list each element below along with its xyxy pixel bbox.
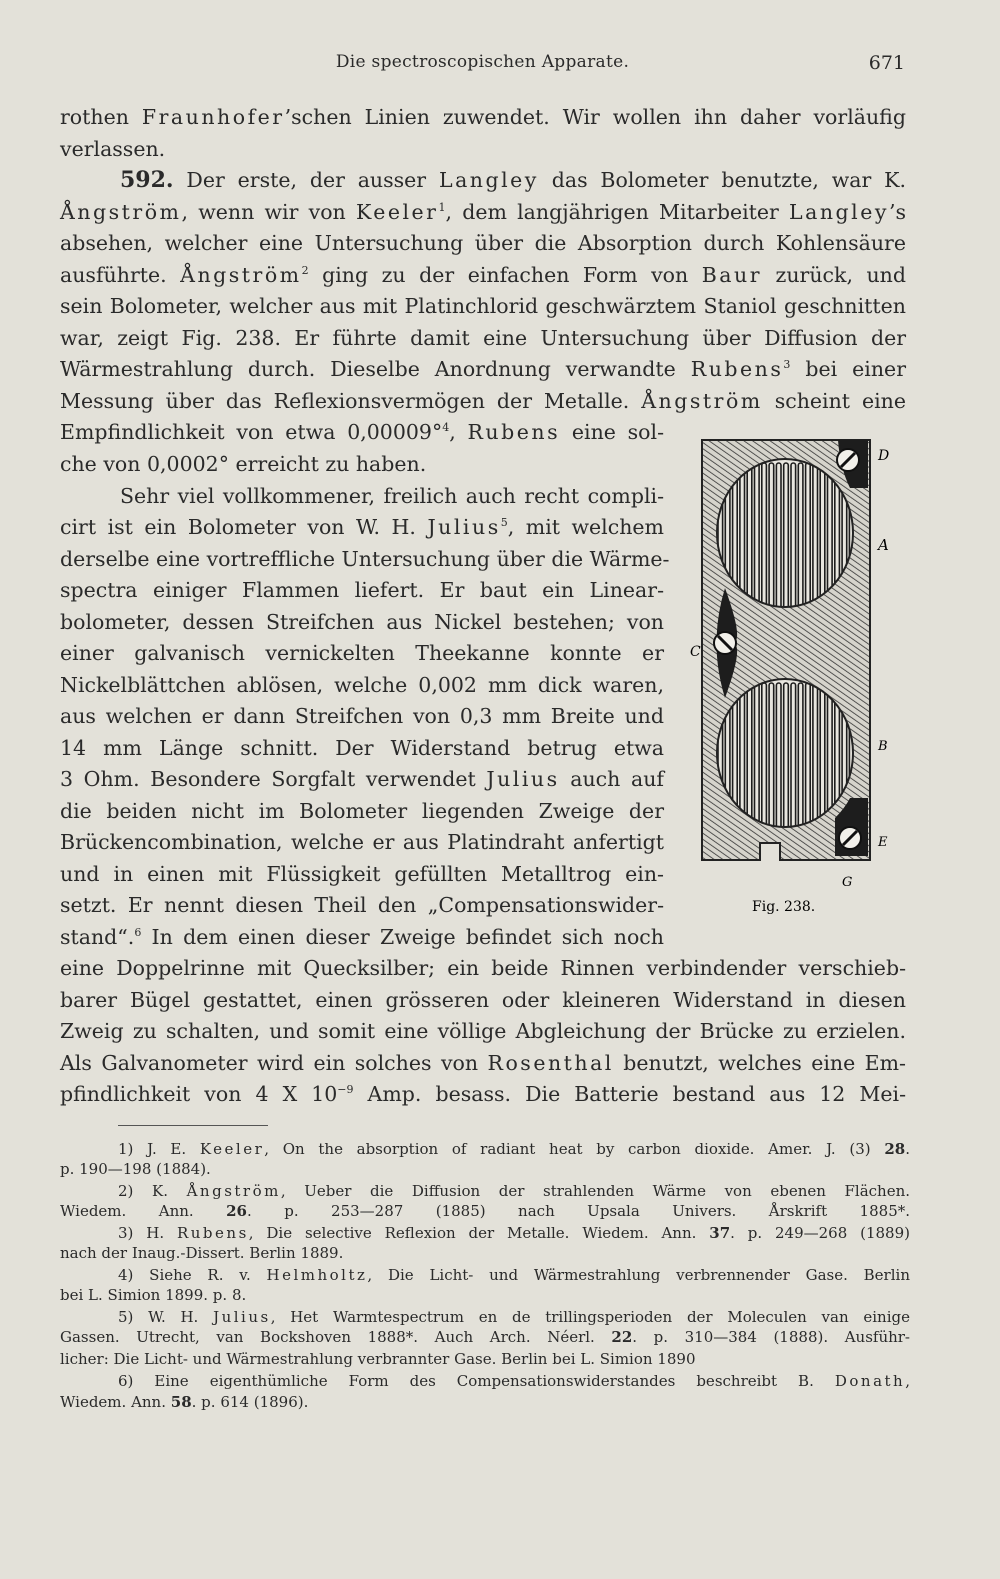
text-line <box>60 956 906 980</box>
text-run: Nickelblättchen ablösen, welche 0,002 mm dick waren, <box>60 673 664 697</box>
label-g: G <box>842 875 853 890</box>
footnote-line <box>60 1244 343 1262</box>
text-run: , <box>905 1372 910 1390</box>
text-line <box>120 484 664 508</box>
footnote-line <box>60 1393 308 1411</box>
spaced-name: Langley <box>438 168 539 192</box>
spaced-name: Baur <box>701 263 763 287</box>
text-run: setzt. Er nennt diesen Theil den „Compensationswider- <box>60 893 664 917</box>
text-line <box>60 988 906 1012</box>
text-run: 14 mm Länge schnitt. Der Widerstand betrug etwa <box>60 736 664 760</box>
text-run: licher: Die Licht- und Wärmestrahlung verbrannter Gase. Berlin bei L. Simion 1890 <box>60 1350 696 1368</box>
label-a: A <box>878 536 889 554</box>
text-run: Zweig zu schalten, und somit eine völlige Abgleichung der Brücke zu erzielen. <box>60 1019 906 1043</box>
text-line <box>60 1082 906 1106</box>
spaced-name: Fraunhofer <box>141 105 285 129</box>
text-run: Gassen. Utrecht, van Bockshoven 1888*. Auch Arch. Néerl. <box>60 1328 612 1346</box>
text-run: rothen <box>60 105 142 129</box>
text-run: aus welchen er dann Streifchen von 0,3 mm Breite und <box>60 704 664 728</box>
running-title: Die spectroscopischen Apparate. <box>335 52 630 72</box>
spaced-name: Rosenthal <box>487 1051 614 1075</box>
spaced-name: Rubens <box>690 357 784 381</box>
spaced-name: Helmholtz <box>266 1266 368 1284</box>
text-run: spectra einiger Flammen liefert. Er baut ein Linear- <box>60 578 664 602</box>
volume-number: 58 <box>170 1393 192 1411</box>
text-run: Brückencombination, welche er aus Platindraht anfertigt <box>60 830 664 854</box>
text-run: 3 Ohm. Besondere Sorgfalt verwendet <box>60 767 487 791</box>
text-run: . <box>905 1140 910 1158</box>
text-run: 5) W. H. <box>118 1308 214 1326</box>
text-line <box>60 263 906 287</box>
text-run: . p. 253—287 (1885) nach Upsala Univers. Årskrift 1885*. <box>247 1202 911 1220</box>
text-run: 1) J. E. <box>118 1140 200 1158</box>
spaced-name: Julius <box>427 515 501 539</box>
text-run: Empfindlichkeit von etwa 0,00009° <box>60 420 443 444</box>
footnote-line <box>60 1202 910 1220</box>
text-run: , wenn wir von <box>181 200 356 224</box>
text-line <box>60 799 664 823</box>
screw-e <box>839 827 861 849</box>
text-run: 6) Eine eigenthümliche Form des Compensationswiderstandes beschreibt B. <box>118 1372 835 1390</box>
text-run: eine sol- <box>560 420 664 444</box>
footnote-rule <box>118 1125 268 1126</box>
footnote-ref: 1 <box>438 201 446 214</box>
text-run: verlassen. <box>60 137 166 161</box>
text-line <box>60 1019 906 1043</box>
text-run: bei L. Simion 1899. p. 8. <box>60 1286 247 1304</box>
footnote-line <box>60 1328 910 1346</box>
text-line <box>60 231 906 255</box>
text-run: , Die Licht- und Wärmestrahlung verbrennender Gase. Berlin <box>367 1266 910 1284</box>
footnote-line <box>118 1182 910 1200</box>
text-line <box>60 925 664 949</box>
footnote-ref: 5 <box>500 516 508 529</box>
text-run: derselbe eine vortreffliche Untersuchung über die Wärme- <box>60 547 670 571</box>
text-run: bolometer, dessen Streifchen aus Nickel bestehen; von <box>60 610 664 634</box>
text-line <box>60 105 906 129</box>
text-run: ’schen Linien zuwendet. Wir wollen ihn daher vorläufig <box>284 105 906 129</box>
text-run: . p. 614 (1896). <box>191 1393 309 1411</box>
text-run: . p. 310—384 (1888). Ausführ- <box>632 1328 910 1346</box>
text-run: cirt ist ein Bolometer von W. H. <box>60 515 428 539</box>
text-line <box>60 1051 906 1075</box>
text-run: bei einer <box>790 357 906 381</box>
text-run: ausführte. <box>60 263 181 287</box>
label-d: D <box>878 448 890 464</box>
spaced-name: Ångström <box>180 263 302 287</box>
spaced-name: Donath <box>834 1372 906 1390</box>
spaced-name: Langley <box>789 200 889 224</box>
text-run: , dem langjährigen Mitarbeiter <box>445 200 790 224</box>
text-line <box>60 137 165 161</box>
text-run: benutzt, welches eine Em- <box>613 1051 906 1075</box>
label-c: C <box>690 644 701 660</box>
spaced-name: Rubens <box>176 1224 249 1242</box>
text-line <box>60 673 664 697</box>
label-b: B <box>878 739 888 754</box>
screw-c <box>714 632 736 654</box>
text-run: . p. 249—268 (1889) <box>730 1224 910 1242</box>
text-run: 4) Siehe R. v. <box>118 1266 267 1284</box>
text-run: absehen, welcher eine Untersuchung über die Absorption durch Kohlensäure <box>60 231 906 255</box>
text-line <box>60 389 906 413</box>
text-line <box>60 610 664 634</box>
volume-number: 28 <box>884 1140 906 1158</box>
text-line <box>120 168 906 192</box>
text-run: Wiedem. Ann. <box>60 1202 227 1220</box>
text-run: In dem einen dieser Zweige befindet sich noch <box>141 925 664 949</box>
volume-number: 22 <box>611 1328 633 1346</box>
text-line <box>60 893 664 917</box>
text-run: einer galvanisch vernickelten Theekanne konnte er <box>60 641 664 665</box>
volume-number: 37 <box>709 1224 731 1242</box>
section-number: 592. <box>120 167 174 193</box>
text-line <box>60 641 664 665</box>
text-run: ’s <box>888 200 906 224</box>
footnote-ref: 3 <box>783 358 791 371</box>
text-line <box>60 767 664 791</box>
text-run: zurück, und <box>762 263 906 287</box>
footnote-line <box>60 1160 211 1178</box>
text-run: Messung über das Reflexionsvermögen der Metalle. <box>60 389 642 413</box>
spaced-name: Keeler <box>355 200 439 224</box>
text-run: , Die selective Reflexion der Metalle. Wiedem. Ann. <box>248 1224 710 1242</box>
text-line <box>60 547 670 571</box>
text-run: Sehr viel vollkommener, freilich auch recht compli- <box>120 484 664 508</box>
label-e: E <box>878 835 888 850</box>
text-run: Der erste, der ausser <box>173 168 439 192</box>
page-number: 671 <box>868 52 905 74</box>
text-run: 2) K. <box>118 1182 187 1200</box>
figure-238-bolometer <box>690 428 900 918</box>
footnote-line <box>60 1286 246 1304</box>
spaced-name: Julius <box>213 1308 271 1326</box>
text-run: , Het Warmtespectrum en de trillingsperioden der Moleculen van einige <box>270 1308 910 1326</box>
text-run: , mit welchem <box>507 515 664 539</box>
text-run: barer Bügel gestattet, einen grösseren oder kleineren Widerstand in diesen <box>60 988 906 1012</box>
text-line <box>60 420 664 444</box>
text-line <box>60 862 664 886</box>
figure-caption: Fig. 238. <box>752 899 816 915</box>
text-line <box>60 736 664 760</box>
footnote-line <box>118 1224 910 1242</box>
text-run: die beiden nicht im Bolometer liegenden Zweige der <box>60 799 664 823</box>
text-line <box>60 830 664 854</box>
footnote-ref: 2 <box>301 264 309 277</box>
text-run: ging zu der einfachen Form von <box>308 263 702 287</box>
text-line <box>60 326 906 350</box>
text-line <box>60 200 906 224</box>
footnote-ref: −9 <box>337 1083 354 1096</box>
screw-d <box>837 449 859 471</box>
text-run: Wiedem. Ann. <box>60 1393 171 1411</box>
text-run: , Ueber die Diffusion der strahlenden Wärme von ebenen Flächen. <box>280 1182 911 1200</box>
text-run: che von 0,0002° erreicht zu haben. <box>60 452 427 476</box>
text-run: Wärmestrahlung durch. Dieselbe Anordnung verwandte <box>60 357 691 381</box>
text-run: sein Bolometer, welcher aus mit Platinchlorid geschwärztem Staniol geschnitten <box>60 294 906 318</box>
text-run: , On the absorption of radiant heat by carbon dioxide. Amer. J. (3) <box>264 1140 885 1158</box>
footnote-ref: 6 <box>134 926 142 939</box>
text-run: war, zeigt Fig. 238. Er führte damit eine Untersuchung über Diffusion der <box>60 326 906 350</box>
spaced-name: Keeler <box>199 1140 265 1158</box>
text-run: stand“. <box>60 925 135 949</box>
footnote-ref: 4 <box>442 421 450 434</box>
text-run: Amp. besass. Die Batterie bestand aus 12 Mei- <box>353 1082 906 1106</box>
text-line <box>60 294 906 318</box>
text-run: das Bolometer benutzte, war K. <box>538 168 906 192</box>
footnote-line <box>118 1140 910 1158</box>
spaced-name: Julius <box>486 767 560 791</box>
text-run: scheint eine <box>762 389 906 413</box>
text-line <box>60 704 664 728</box>
text-line <box>60 578 664 602</box>
footnote-line <box>118 1308 910 1326</box>
text-run: auch auf <box>559 767 665 791</box>
text-run: Als Galvanometer wird ein solches von <box>60 1051 488 1075</box>
text-run: und in einen mit Flüssigkeit gefüllten Metalltrog ein- <box>60 862 664 886</box>
footnote-line <box>60 1350 696 1368</box>
volume-number: 26 <box>226 1202 247 1220</box>
text-run: 3) H. <box>118 1224 177 1242</box>
spaced-name: Ångström <box>60 200 182 224</box>
text-run: pfindlichkeit von 4 X 10 <box>60 1082 338 1106</box>
spaced-name: Rubens <box>467 420 561 444</box>
text-line <box>60 515 664 539</box>
footnote-line <box>118 1266 910 1284</box>
text-run: p. 190—198 (1884). <box>60 1160 211 1178</box>
text-run: , <box>449 420 468 444</box>
text-line <box>60 452 426 476</box>
spaced-name: Ångström <box>186 1182 281 1200</box>
spaced-name: Ångström <box>641 389 763 413</box>
text-run: eine Doppelrinne mit Quecksilber; ein beide Rinnen verbindender verschieb- <box>60 956 906 980</box>
running-header <box>60 52 905 82</box>
footnote-line <box>118 1372 910 1390</box>
text-run: nach der Inaug.-Dissert. Berlin 1889. <box>60 1244 344 1262</box>
text-line <box>60 357 906 381</box>
